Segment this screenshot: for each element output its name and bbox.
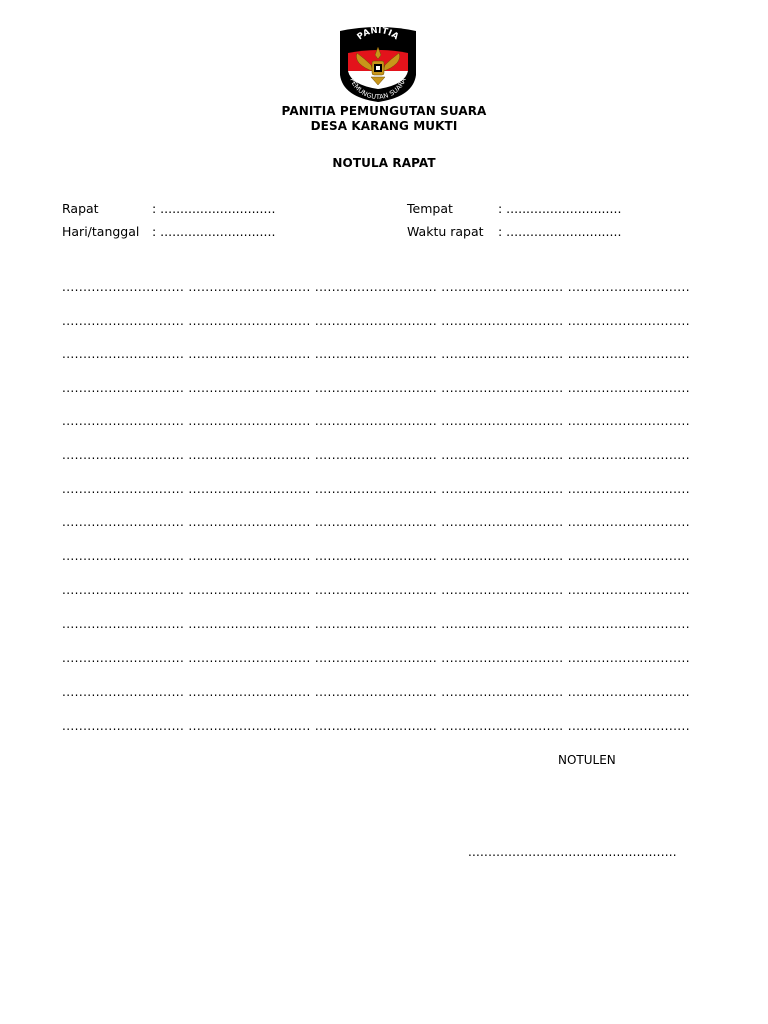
notes-line: ............................. ............................. ............................. ............................. ............................. [62,549,690,563]
notes-line: ............................. ............................. ............................. ............................. ............................. [62,347,690,361]
rapat-value: : ............................. [152,201,276,216]
waktu-rapat-label: Waktu rapat [407,224,484,239]
tempat-value: : ............................. [498,201,622,216]
notes-line: ............................. ............................. ............................. ............................. ............................. [62,719,690,733]
notes-line: ............................. ............................. ............................. ............................. ............................. [62,482,690,496]
notes-line: ............................. ............................. ............................. ............................. ............................. [62,414,690,428]
tempat-label: Tempat [407,201,453,216]
notes-line: ............................. ............................. ............................. ............................. ............................. [62,685,690,699]
hari-tanggal-value: : ............................. [152,224,276,239]
logo-bottom-text: PEMUNGUTAN SUARA [348,76,408,102]
notes-line: ............................. ............................. ............................. ............................. ............................. [62,280,690,294]
notes-line: ............................. ............................. ............................. ............................. ............................. [62,583,690,597]
waktu-rapat-value: : ............................. [498,224,622,239]
rapat-label: Rapat [62,201,99,216]
notes-line: ............................. ............................. ............................. ............................. ............................. [62,448,690,462]
notulen-label: NOTULEN [558,753,616,767]
notes-line: ............................. ............................. ............................. ............................. ............................. [62,617,690,631]
pps-emblem-logo [335,25,421,103]
notes-line: ............................. ............................. ............................. ............................. ............................. [62,651,690,665]
notes-line: ............................. ............................. ............................. ............................. ............................. [62,314,690,328]
notes-line: ............................. ............................. ............................. ............................. ............................. [62,381,690,395]
notes-line: ............................. ............................. ............................. ............................. ............................. [62,515,690,529]
village-name: DESA KARANG MUKTI [310,119,458,133]
document-title: NOTULA RAPAT [332,156,436,170]
hari-tanggal-label: Hari/tanggal [62,224,140,239]
signature-line: .................................................... [468,845,677,859]
organization-name: PANITIA PEMUNGUTAN SUARA [281,104,487,118]
logo-top-text: PANITIA [355,25,401,43]
